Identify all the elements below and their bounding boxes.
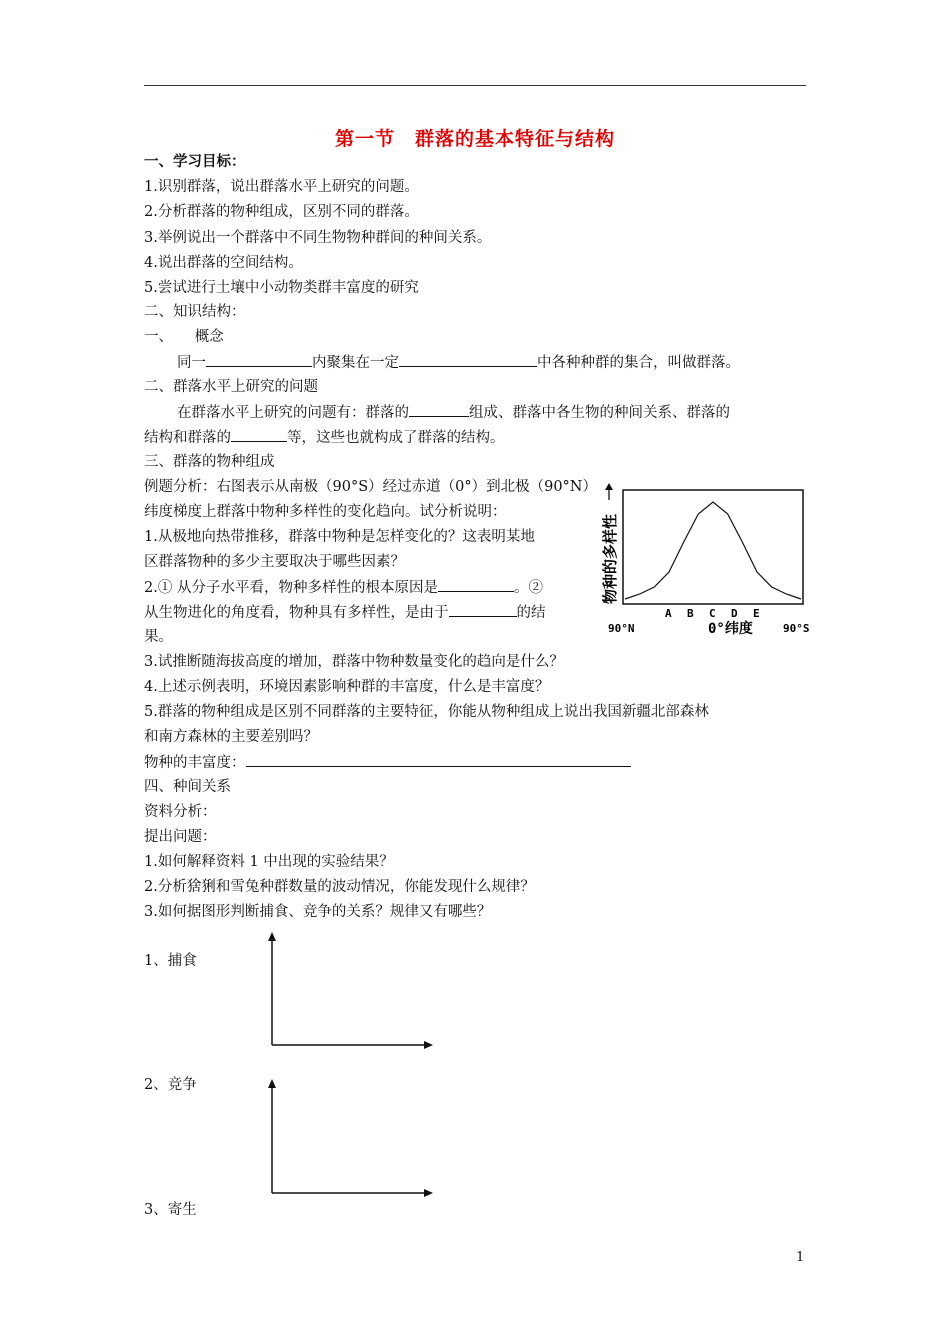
question-2-end: 果。	[144, 629, 173, 645]
header-rule	[144, 85, 806, 86]
page-title: 第一节 群落的基本特征与结构	[334, 128, 615, 150]
relation-question-3: 3.如何据图形判断捕食、竞争的关系？规律又有哪些？	[144, 904, 492, 920]
page-number: 1	[796, 1250, 805, 1265]
blank-line[interactable]	[231, 427, 287, 442]
section3-heading: 三、群落的物种组成	[144, 454, 275, 470]
question-1: 1.从极地向热带推移，群落中物种是怎样变化的？这表明某地	[144, 529, 535, 545]
parasitism-label: 3、寄生	[144, 1202, 197, 1218]
predation-label: 1、捕食	[144, 953, 197, 969]
relation-question-1: 1.如何解释资料 1 中出现的实验结果？	[144, 854, 394, 870]
x-tick-label: E	[753, 607, 760, 620]
y-axis-arrowhead	[605, 483, 613, 490]
objective-item: 1.识别群落，说出群落水平上研究的问题。	[144, 179, 419, 195]
competition-axes	[262, 1075, 442, 1200]
objective-item: 5.尝试进行土壤中小动物类群丰富度的研究	[144, 280, 419, 296]
question-5-cont: 和南方森林的主要差别吗？	[144, 729, 318, 745]
section1-heading: 一、学习目标：	[144, 153, 246, 170]
y-axis-label: 物种的多样性	[601, 513, 619, 604]
x-tick-label: C	[709, 607, 716, 620]
plot-frame	[623, 490, 803, 604]
blank-line[interactable]	[438, 577, 514, 592]
question-3: 3.试推断随海拔高度的增加，群落中物种数量变化的趋向是什么？	[144, 654, 564, 670]
example-text: 例题分析：右图表示从南极（90°S）经过赤道（0°）到北极（90°N）	[144, 479, 597, 495]
concept-sentence: 同一 内聚集在一定 中各种种群的集合，叫做群落。	[177, 352, 740, 373]
blank-line[interactable]	[206, 352, 312, 367]
x-right-label: 90°S	[783, 622, 810, 635]
objective-item: 2.分析群落的物种组成，区别不同的群落。	[144, 204, 419, 220]
x-tick-label: A	[665, 607, 672, 620]
question-5: 5.群落的物种组成是区别不同群落的主要特征，你能从物种组成上说出我国新疆北部森林	[144, 704, 709, 720]
diversity-chart	[598, 476, 818, 641]
x-tick-label: D	[731, 607, 738, 620]
research-sentence: 在群落水平上研究的问题有：群落的 组成、群落中各生物的种间关系、群落的	[177, 402, 730, 423]
raise-questions-label: 提出问题：	[144, 829, 217, 845]
blank-line[interactable]	[449, 602, 517, 617]
objective-item: 3.举例说出一个群落中不同生物物种群间的种间关系。	[144, 230, 492, 246]
question-1-cont: 区群落物种的多少主要取决于哪些因素？	[144, 554, 405, 570]
blank-line[interactable]	[399, 352, 537, 367]
research-heading: 二、群落水平上研究的问题	[144, 379, 318, 395]
research-sentence-cont: 结构和群落的 等，这些也就构成了群落的结构。	[144, 427, 505, 448]
x-axis-label: 0°纬度	[708, 621, 753, 637]
objective-item: 4.说出群落的空间结构。	[144, 255, 303, 271]
section2-heading: 二、知识结构：	[144, 304, 246, 320]
material-label: 资料分析：	[144, 804, 217, 820]
blank-line[interactable]	[409, 402, 469, 417]
predation-axes	[262, 928, 442, 1053]
relation-question-2: 2.分析猞猁和雪兔种群数量的波动情况，你能发现什么规律？	[144, 879, 535, 895]
x-left-label: 90°N	[608, 622, 635, 635]
blank-line[interactable]	[246, 752, 631, 767]
example-text: 纬度梯度上群落中物种多样性的变化趋向。试分析说明：	[144, 504, 507, 520]
concept-heading: 一、 概念	[144, 329, 224, 345]
richness-line: 物种的丰富度：	[144, 752, 631, 773]
x-tick-label: B	[687, 607, 694, 620]
question-2-cont: 从生物进化的角度看，物种具有多样性，是由于 的结	[144, 602, 546, 623]
section4-heading: 四、种间关系	[144, 779, 231, 795]
question-2: 2.① 从分子水平看，物种多样性的根本原因是 。②	[144, 577, 543, 598]
competition-label: 2、竞争	[144, 1077, 197, 1093]
diversity-curve	[625, 502, 801, 599]
question-4: 4.上述示例表明，环境因素影响种群的丰富度，什么是丰富度？	[144, 679, 550, 695]
